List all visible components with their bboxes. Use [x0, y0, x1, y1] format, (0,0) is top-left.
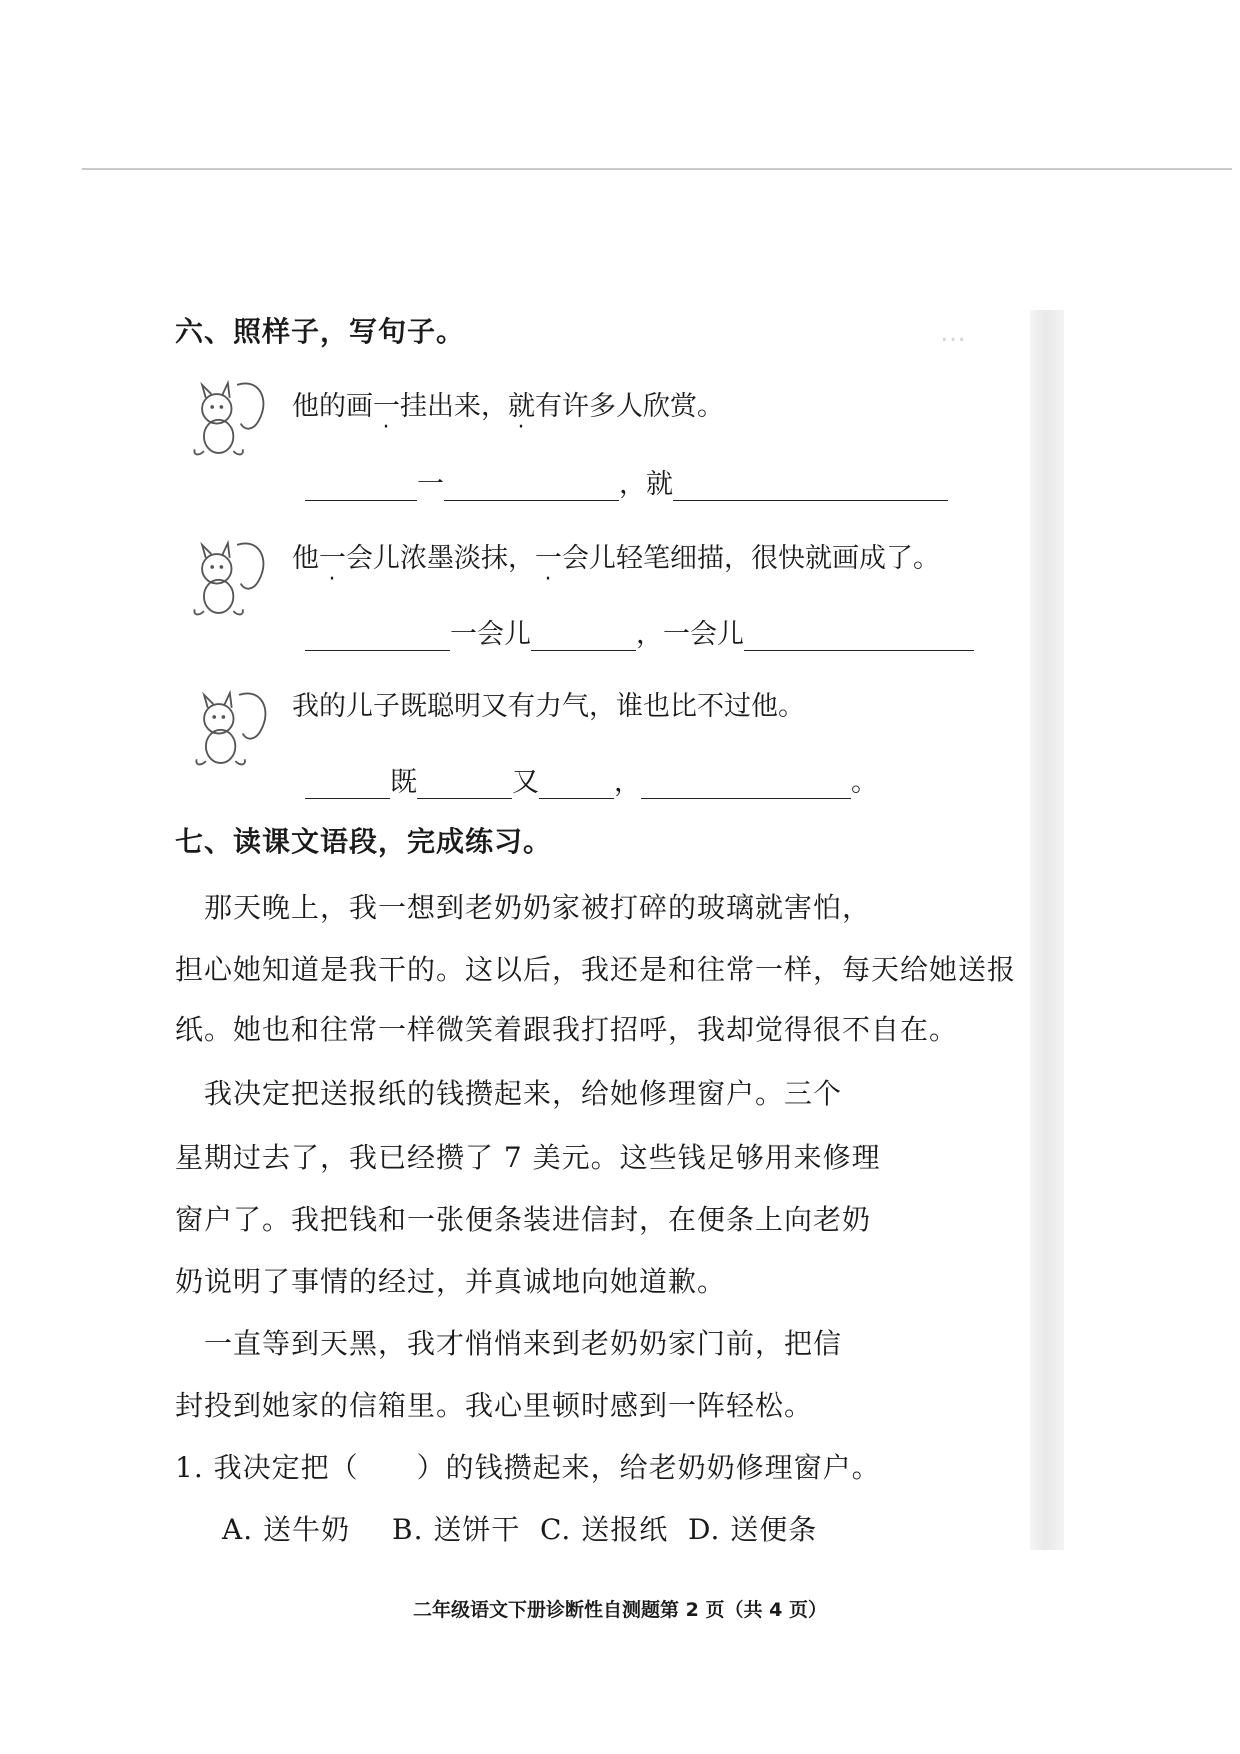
- question-1: 1. 我决定把（ ）的钱攒起来，给老奶奶修理窗户。: [175, 1451, 881, 1484]
- squirrel-icon: [180, 532, 272, 624]
- sentence-part: 他的画: [292, 391, 373, 422]
- option-b[interactable]: B. 送饼干: [392, 1513, 521, 1546]
- answer-blank[interactable]: [531, 620, 636, 651]
- answer-blank[interactable]: [305, 768, 390, 799]
- sentence-part: 会儿浓墨淡抹，: [346, 543, 535, 574]
- sentence-part: 他: [292, 543, 319, 574]
- fill-connector: 既: [390, 767, 417, 798]
- fill-connector: ，就: [619, 469, 673, 500]
- squirrel-icon: [182, 682, 274, 774]
- option-d[interactable]: D. 送便条: [688, 1513, 818, 1546]
- answer-blank[interactable]: [444, 470, 619, 501]
- passage-line: 那天晚上，我一想到老奶奶家被打碎的玻璃就害怕，: [175, 891, 872, 924]
- option-a[interactable]: A. 送牛奶: [222, 1513, 351, 1546]
- fill-connector: ，一会儿: [636, 619, 744, 650]
- example-sentence-3: 我的儿子既聪明又有力气，谁也比不过他。: [292, 691, 805, 722]
- section-6-heading: 六、照样子，写句子。: [175, 315, 466, 348]
- passage-line: 窗户了。我把钱和一张便条装进信封，在便条上向老奶: [175, 1203, 872, 1236]
- passage-line: 奶说明了事情的经过，并真诚地向她道歉。: [175, 1265, 727, 1298]
- emphasis-char: 就: [508, 391, 535, 422]
- passage-line: 纸。她也和往常一样微笑着跟我打招呼，我却觉得很不自在。: [175, 1013, 959, 1046]
- passage-line: 担心她知道是我干的。这以后，我还是和往常一样，每天给她送报: [175, 953, 1017, 986]
- option-c[interactable]: C. 送报纸: [540, 1513, 669, 1546]
- fill-row-1: [305, 462, 948, 501]
- sentence-part: 挂出来，: [400, 391, 508, 422]
- section-7-heading: 七、读课文语段，完成练习。: [175, 825, 553, 858]
- passage-line: 我决定把送报纸的钱攒起来，给她修理窗户。三个: [175, 1077, 843, 1110]
- passage-line: 星期过去了，我已经攒了 7 美元。这些钱足够用来修理: [175, 1141, 881, 1174]
- bleed-through-text: …: [940, 318, 966, 348]
- fill-connector: 又: [512, 767, 539, 798]
- answer-blank[interactable]: [305, 470, 417, 501]
- fill-connector: 一: [417, 469, 444, 500]
- fill-connector: 。: [851, 767, 878, 798]
- passage-line: 封投到她家的信箱里。我心里顿时感到一阵轻松。: [175, 1389, 814, 1422]
- emphasis-char: 一: [373, 391, 400, 422]
- fill-connector: ，: [614, 767, 641, 798]
- passage-line: 一直等到天黑，我才悄悄来到老奶奶家门前，把信: [175, 1327, 843, 1360]
- fill-row-2: [305, 612, 974, 651]
- sentence-part: 会儿轻笔细描，很快就画成了。: [562, 543, 940, 574]
- fill-row-3: [305, 760, 878, 799]
- answer-blank[interactable]: [417, 768, 512, 799]
- answer-blank[interactable]: [539, 768, 614, 799]
- example-sentence-1: [292, 384, 724, 423]
- page-footer: 二年级语文下册诊断性自测题第 2 页（共 4 页）: [413, 1599, 827, 1621]
- sentence-part: 有许多人欣赏。: [535, 391, 724, 422]
- emphasis-char: 一: [535, 543, 562, 574]
- example-sentence-2: [292, 536, 940, 575]
- answer-blank[interactable]: [305, 620, 450, 651]
- squirrel-icon: [180, 372, 272, 464]
- fill-connector: 一会儿: [450, 619, 531, 650]
- answer-blank[interactable]: [641, 768, 851, 799]
- answer-blank[interactable]: [673, 470, 948, 501]
- answer-blank[interactable]: [744, 620, 974, 651]
- emphasis-char: 一: [319, 543, 346, 574]
- scan-bleed-strip: [1030, 310, 1064, 1550]
- page-top-edge: [82, 168, 1232, 170]
